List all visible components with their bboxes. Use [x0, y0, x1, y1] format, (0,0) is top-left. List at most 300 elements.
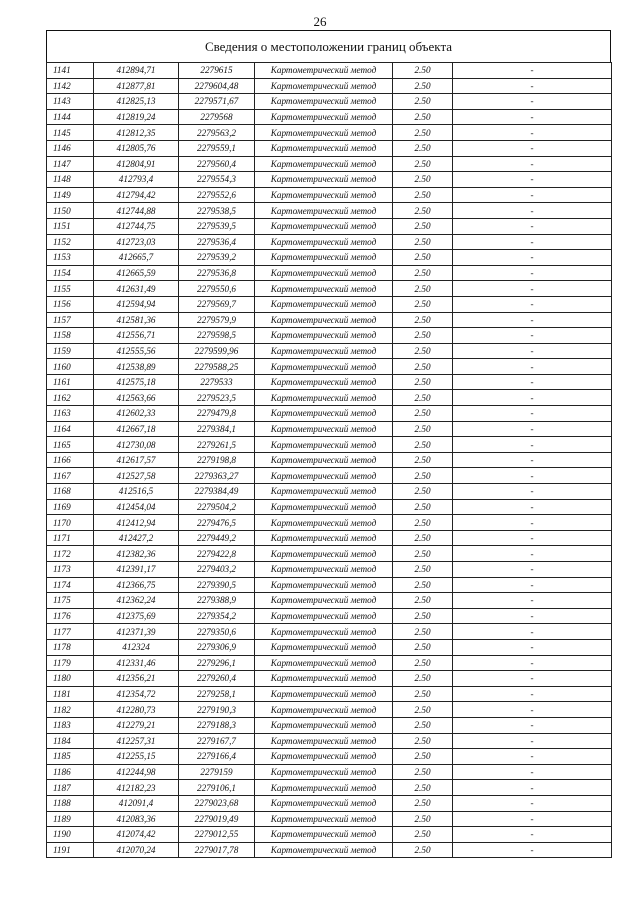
table-row	[47, 733, 612, 749]
method-cell: Картометрический метод	[255, 390, 393, 406]
description-cell: -	[453, 296, 612, 312]
table-row	[47, 468, 612, 484]
description-cell: -	[453, 172, 612, 188]
table-row	[47, 140, 612, 156]
description-cell: -	[453, 717, 612, 733]
point-number-cell: 1156	[47, 296, 94, 312]
method-cell: Картометрический метод	[255, 842, 393, 858]
description-cell: -	[453, 546, 612, 562]
accuracy-cell: 2.50	[393, 515, 453, 531]
point-number-cell: 1166	[47, 452, 94, 468]
method-cell: Картометрический метод	[255, 203, 393, 219]
point-number-cell: 1149	[47, 187, 94, 203]
table-row	[47, 608, 612, 624]
method-cell: Картометрический метод	[255, 764, 393, 780]
accuracy-cell: 2.50	[393, 94, 453, 110]
description-cell: -	[453, 374, 612, 390]
y-coordinate-cell: 2279350,6	[179, 624, 255, 640]
accuracy-cell: 2.50	[393, 312, 453, 328]
x-coordinate-cell: 412665,7	[94, 250, 179, 266]
description-cell: -	[453, 109, 612, 125]
y-coordinate-cell: 2279403,2	[179, 562, 255, 578]
point-number-cell: 1162	[47, 390, 94, 406]
accuracy-cell: 2.50	[393, 639, 453, 655]
y-coordinate-cell: 2279260,4	[179, 671, 255, 687]
method-cell: Картометрический метод	[255, 109, 393, 125]
method-cell: Картометрический метод	[255, 359, 393, 375]
description-cell: -	[453, 452, 612, 468]
accuracy-cell: 2.50	[393, 78, 453, 94]
method-cell: Картометрический метод	[255, 296, 393, 312]
y-coordinate-cell: 2279533	[179, 374, 255, 390]
y-coordinate-cell: 2279523,5	[179, 390, 255, 406]
point-number-cell: 1182	[47, 702, 94, 718]
point-number-cell: 1174	[47, 577, 94, 593]
y-coordinate-cell: 2279023,68	[179, 795, 255, 811]
accuracy-cell: 2.50	[393, 265, 453, 281]
description-cell: -	[453, 406, 612, 422]
coordinates-table-body	[47, 63, 612, 858]
description-cell: -	[453, 811, 612, 827]
accuracy-cell: 2.50	[393, 655, 453, 671]
point-number-cell: 1169	[47, 499, 94, 515]
description-cell: -	[453, 78, 612, 94]
table-row	[47, 203, 612, 219]
method-cell: Картометрический метод	[255, 281, 393, 297]
point-number-cell: 1144	[47, 109, 94, 125]
y-coordinate-cell: 2279559,1	[179, 140, 255, 156]
point-number-cell: 1173	[47, 562, 94, 578]
table-row	[47, 795, 612, 811]
y-coordinate-cell: 2279422,8	[179, 546, 255, 562]
y-coordinate-cell: 2279552,6	[179, 187, 255, 203]
accuracy-cell: 2.50	[393, 468, 453, 484]
x-coordinate-cell: 412665,59	[94, 265, 179, 281]
y-coordinate-cell: 2279198,8	[179, 452, 255, 468]
accuracy-cell: 2.50	[393, 624, 453, 640]
accuracy-cell: 2.50	[393, 484, 453, 500]
table-row	[47, 811, 612, 827]
accuracy-cell: 2.50	[393, 780, 453, 796]
method-cell: Картометрический метод	[255, 530, 393, 546]
method-cell: Картометрический метод	[255, 484, 393, 500]
point-number-cell: 1168	[47, 484, 94, 500]
method-cell: Картометрический метод	[255, 671, 393, 687]
accuracy-cell: 2.50	[393, 811, 453, 827]
method-cell: Картометрический метод	[255, 421, 393, 437]
x-coordinate-cell: 412594,94	[94, 296, 179, 312]
table-row	[47, 577, 612, 593]
description-cell: -	[453, 655, 612, 671]
table-row	[47, 530, 612, 546]
description-cell: -	[453, 343, 612, 359]
x-coordinate-cell: 412527,58	[94, 468, 179, 484]
point-number-cell: 1158	[47, 328, 94, 344]
point-number-cell: 1163	[47, 406, 94, 422]
accuracy-cell: 2.50	[393, 125, 453, 141]
point-number-cell: 1151	[47, 218, 94, 234]
table-row	[47, 484, 612, 500]
x-coordinate-cell: 412877,81	[94, 78, 179, 94]
method-cell: Картометрический метод	[255, 406, 393, 422]
x-coordinate-cell: 412375,69	[94, 608, 179, 624]
x-coordinate-cell: 412794,42	[94, 187, 179, 203]
method-cell: Картометрический метод	[255, 795, 393, 811]
point-number-cell: 1190	[47, 827, 94, 843]
description-cell: -	[453, 499, 612, 515]
point-number-cell: 1188	[47, 795, 94, 811]
y-coordinate-cell: 2279569,7	[179, 296, 255, 312]
accuracy-cell: 2.50	[393, 109, 453, 125]
description-cell: -	[453, 702, 612, 718]
method-cell: Картометрический метод	[255, 468, 393, 484]
point-number-cell: 1153	[47, 250, 94, 266]
x-coordinate-cell: 412371,39	[94, 624, 179, 640]
x-coordinate-cell: 412812,35	[94, 125, 179, 141]
description-cell: -	[453, 250, 612, 266]
method-cell: Картометрический метод	[255, 452, 393, 468]
accuracy-cell: 2.50	[393, 359, 453, 375]
table-row	[47, 78, 612, 94]
description-cell: -	[453, 624, 612, 640]
accuracy-cell: 2.50	[393, 764, 453, 780]
table-row	[47, 639, 612, 655]
point-number-cell: 1150	[47, 203, 94, 219]
table-row	[47, 109, 612, 125]
y-coordinate-cell: 2279604,48	[179, 78, 255, 94]
point-number-cell: 1172	[47, 546, 94, 562]
method-cell: Картометрический метод	[255, 234, 393, 250]
method-cell: Картометрический метод	[255, 717, 393, 733]
x-coordinate-cell: 412516,5	[94, 484, 179, 500]
x-coordinate-cell: 412667,18	[94, 421, 179, 437]
point-number-cell: 1148	[47, 172, 94, 188]
accuracy-cell: 2.50	[393, 717, 453, 733]
method-cell: Картометрический метод	[255, 328, 393, 344]
accuracy-cell: 2.50	[393, 172, 453, 188]
description-cell: -	[453, 515, 612, 531]
table-row	[47, 702, 612, 718]
point-number-cell: 1189	[47, 811, 94, 827]
accuracy-cell: 2.50	[393, 421, 453, 437]
x-coordinate-cell: 412324	[94, 639, 179, 655]
method-cell: Картометрический метод	[255, 639, 393, 655]
x-coordinate-cell: 412723,03	[94, 234, 179, 250]
table-row	[47, 671, 612, 687]
description-cell: -	[453, 671, 612, 687]
y-coordinate-cell: 2279258,1	[179, 686, 255, 702]
y-coordinate-cell: 2279588,25	[179, 359, 255, 375]
description-cell: -	[453, 795, 612, 811]
description-cell: -	[453, 842, 612, 858]
table-row	[47, 499, 612, 515]
description-cell: -	[453, 265, 612, 281]
y-coordinate-cell: 2279384,1	[179, 421, 255, 437]
accuracy-cell: 2.50	[393, 203, 453, 219]
method-cell: Картометрический метод	[255, 780, 393, 796]
method-cell: Картометрический метод	[255, 608, 393, 624]
point-number-cell: 1181	[47, 686, 94, 702]
table-row	[47, 390, 612, 406]
accuracy-cell: 2.50	[393, 437, 453, 453]
method-cell: Картометрический метод	[255, 140, 393, 156]
point-number-cell: 1157	[47, 312, 94, 328]
point-number-cell: 1185	[47, 749, 94, 765]
method-cell: Картометрический метод	[255, 156, 393, 172]
x-coordinate-cell: 412819,24	[94, 109, 179, 125]
method-cell: Картометрический метод	[255, 749, 393, 765]
y-coordinate-cell: 2279598,5	[179, 328, 255, 344]
table-row	[47, 406, 612, 422]
y-coordinate-cell: 2279615	[179, 63, 255, 79]
accuracy-cell: 2.50	[393, 156, 453, 172]
y-coordinate-cell: 2279106,1	[179, 780, 255, 796]
method-cell: Картометрический метод	[255, 733, 393, 749]
y-coordinate-cell: 2279188,3	[179, 717, 255, 733]
y-coordinate-cell: 2279167,7	[179, 733, 255, 749]
x-coordinate-cell: 412538,89	[94, 359, 179, 375]
method-cell: Картометрический метод	[255, 374, 393, 390]
description-cell: -	[453, 827, 612, 843]
table-row	[47, 172, 612, 188]
y-coordinate-cell: 2279571,67	[179, 94, 255, 110]
x-coordinate-cell: 412793,4	[94, 172, 179, 188]
y-coordinate-cell: 2279384,49	[179, 484, 255, 500]
y-coordinate-cell: 2279539,5	[179, 218, 255, 234]
y-coordinate-cell: 2279560,4	[179, 156, 255, 172]
x-coordinate-cell: 412070,24	[94, 842, 179, 858]
point-number-cell: 1187	[47, 780, 94, 796]
accuracy-cell: 2.50	[393, 577, 453, 593]
table-row	[47, 546, 612, 562]
point-number-cell: 1145	[47, 125, 94, 141]
y-coordinate-cell: 2279190,3	[179, 702, 255, 718]
y-coordinate-cell: 2279599,96	[179, 343, 255, 359]
method-cell: Картометрический метод	[255, 562, 393, 578]
description-cell: -	[453, 562, 612, 578]
y-coordinate-cell: 2279568	[179, 109, 255, 125]
method-cell: Картометрический метод	[255, 811, 393, 827]
point-number-cell: 1180	[47, 671, 94, 687]
table-row	[47, 343, 612, 359]
page-number: 26	[313, 14, 327, 29]
description-cell: -	[453, 218, 612, 234]
point-number-cell: 1161	[47, 374, 94, 390]
x-coordinate-cell: 412412,94	[94, 515, 179, 531]
point-number-cell: 1175	[47, 593, 94, 609]
point-number-cell: 1171	[47, 530, 94, 546]
table-row	[47, 421, 612, 437]
point-number-cell: 1155	[47, 281, 94, 297]
x-coordinate-cell: 412382,36	[94, 546, 179, 562]
description-cell: -	[453, 733, 612, 749]
accuracy-cell: 2.50	[393, 827, 453, 843]
y-coordinate-cell: 2279306,9	[179, 639, 255, 655]
x-coordinate-cell: 412805,76	[94, 140, 179, 156]
point-number-cell: 1167	[47, 468, 94, 484]
accuracy-cell: 2.50	[393, 63, 453, 79]
method-cell: Картометрический метод	[255, 343, 393, 359]
description-cell: -	[453, 390, 612, 406]
accuracy-cell: 2.50	[393, 686, 453, 702]
description-cell: -	[453, 421, 612, 437]
accuracy-cell: 2.50	[393, 733, 453, 749]
table-row	[47, 374, 612, 390]
accuracy-cell: 2.50	[393, 702, 453, 718]
point-number-cell: 1184	[47, 733, 94, 749]
method-cell: Картометрический метод	[255, 312, 393, 328]
method-cell: Картометрический метод	[255, 702, 393, 718]
accuracy-cell: 2.50	[393, 842, 453, 858]
description-cell: -	[453, 156, 612, 172]
description-cell: -	[453, 577, 612, 593]
accuracy-cell: 2.50	[393, 671, 453, 687]
method-cell: Картометрический метод	[255, 499, 393, 515]
x-coordinate-cell: 412255,15	[94, 749, 179, 765]
y-coordinate-cell: 2279476,5	[179, 515, 255, 531]
x-coordinate-cell: 412631,49	[94, 281, 179, 297]
description-cell: -	[453, 593, 612, 609]
table-row	[47, 749, 612, 765]
x-coordinate-cell: 412825,13	[94, 94, 179, 110]
x-coordinate-cell: 412555,56	[94, 343, 179, 359]
accuracy-cell: 2.50	[393, 530, 453, 546]
accuracy-cell: 2.50	[393, 374, 453, 390]
x-coordinate-cell: 412257,31	[94, 733, 179, 749]
accuracy-cell: 2.50	[393, 406, 453, 422]
x-coordinate-cell: 412427,2	[94, 530, 179, 546]
point-number-cell: 1159	[47, 343, 94, 359]
description-cell: -	[453, 187, 612, 203]
point-number-cell: 1152	[47, 234, 94, 250]
table-row	[47, 655, 612, 671]
x-coordinate-cell: 412581,36	[94, 312, 179, 328]
method-cell: Картометрический метод	[255, 94, 393, 110]
x-coordinate-cell: 412074,42	[94, 827, 179, 843]
table-row	[47, 686, 612, 702]
point-number-cell: 1141	[47, 63, 94, 79]
method-cell: Картометрический метод	[255, 250, 393, 266]
x-coordinate-cell: 412575,18	[94, 374, 179, 390]
description-cell: -	[453, 780, 612, 796]
description-cell: -	[453, 359, 612, 375]
table-row	[47, 437, 612, 453]
description-cell: -	[453, 484, 612, 500]
description-cell: -	[453, 686, 612, 702]
y-coordinate-cell: 2279296,1	[179, 655, 255, 671]
method-cell: Картометрический метод	[255, 546, 393, 562]
table-row	[47, 624, 612, 640]
boundary-sheet	[46, 30, 611, 858]
accuracy-cell: 2.50	[393, 390, 453, 406]
accuracy-cell: 2.50	[393, 499, 453, 515]
method-cell: Картометрический метод	[255, 63, 393, 79]
y-coordinate-cell: 2279390,5	[179, 577, 255, 593]
x-coordinate-cell: 412602,33	[94, 406, 179, 422]
method-cell: Картометрический метод	[255, 515, 393, 531]
point-number-cell: 1170	[47, 515, 94, 531]
table-row	[47, 218, 612, 234]
method-cell: Картометрический метод	[255, 265, 393, 281]
table-row	[47, 187, 612, 203]
x-coordinate-cell: 412894,71	[94, 63, 179, 79]
accuracy-cell: 2.50	[393, 218, 453, 234]
table-row	[47, 827, 612, 843]
description-cell: -	[453, 749, 612, 765]
x-coordinate-cell: 412391,17	[94, 562, 179, 578]
coordinates-table	[46, 62, 612, 858]
table-row	[47, 156, 612, 172]
description-cell: -	[453, 328, 612, 344]
method-cell: Картометрический метод	[255, 125, 393, 141]
accuracy-cell: 2.50	[393, 593, 453, 609]
table-row	[47, 125, 612, 141]
table-row	[47, 359, 612, 375]
table-row	[47, 265, 612, 281]
description-cell: -	[453, 140, 612, 156]
method-cell: Картометрический метод	[255, 827, 393, 843]
point-number-cell: 1183	[47, 717, 94, 733]
table-row	[47, 250, 612, 266]
description-cell: -	[453, 94, 612, 110]
accuracy-cell: 2.50	[393, 546, 453, 562]
point-number-cell: 1186	[47, 764, 94, 780]
table-row	[47, 842, 612, 858]
description-cell: -	[453, 312, 612, 328]
table-title: Сведения о местоположении границ объекта	[46, 30, 611, 62]
y-coordinate-cell: 2279554,3	[179, 172, 255, 188]
description-cell: -	[453, 203, 612, 219]
point-number-cell: 1164	[47, 421, 94, 437]
description-cell: -	[453, 530, 612, 546]
point-number-cell: 1165	[47, 437, 94, 453]
accuracy-cell: 2.50	[393, 187, 453, 203]
x-coordinate-cell: 412730,08	[94, 437, 179, 453]
accuracy-cell: 2.50	[393, 795, 453, 811]
x-coordinate-cell: 412617,57	[94, 452, 179, 468]
table-row	[47, 780, 612, 796]
x-coordinate-cell: 412362,24	[94, 593, 179, 609]
table-row	[47, 764, 612, 780]
y-coordinate-cell: 2279504,2	[179, 499, 255, 515]
accuracy-cell: 2.50	[393, 140, 453, 156]
accuracy-cell: 2.50	[393, 234, 453, 250]
description-cell: -	[453, 125, 612, 141]
y-coordinate-cell: 2279388,9	[179, 593, 255, 609]
accuracy-cell: 2.50	[393, 343, 453, 359]
accuracy-cell: 2.50	[393, 328, 453, 344]
table-row	[47, 63, 612, 79]
y-coordinate-cell: 2279550,6	[179, 281, 255, 297]
table-row	[47, 312, 612, 328]
x-coordinate-cell: 412804,91	[94, 156, 179, 172]
method-cell: Картометрический метод	[255, 218, 393, 234]
accuracy-cell: 2.50	[393, 281, 453, 297]
description-cell: -	[453, 234, 612, 250]
x-coordinate-cell: 412563,66	[94, 390, 179, 406]
method-cell: Картометрический метод	[255, 593, 393, 609]
x-coordinate-cell: 412091,4	[94, 795, 179, 811]
accuracy-cell: 2.50	[393, 562, 453, 578]
x-coordinate-cell: 412556,71	[94, 328, 179, 344]
description-cell: -	[453, 608, 612, 624]
method-cell: Картометрический метод	[255, 437, 393, 453]
method-cell: Картометрический метод	[255, 577, 393, 593]
y-coordinate-cell: 2279536,4	[179, 234, 255, 250]
point-number-cell: 1154	[47, 265, 94, 281]
y-coordinate-cell: 2279354,2	[179, 608, 255, 624]
table-row	[47, 515, 612, 531]
